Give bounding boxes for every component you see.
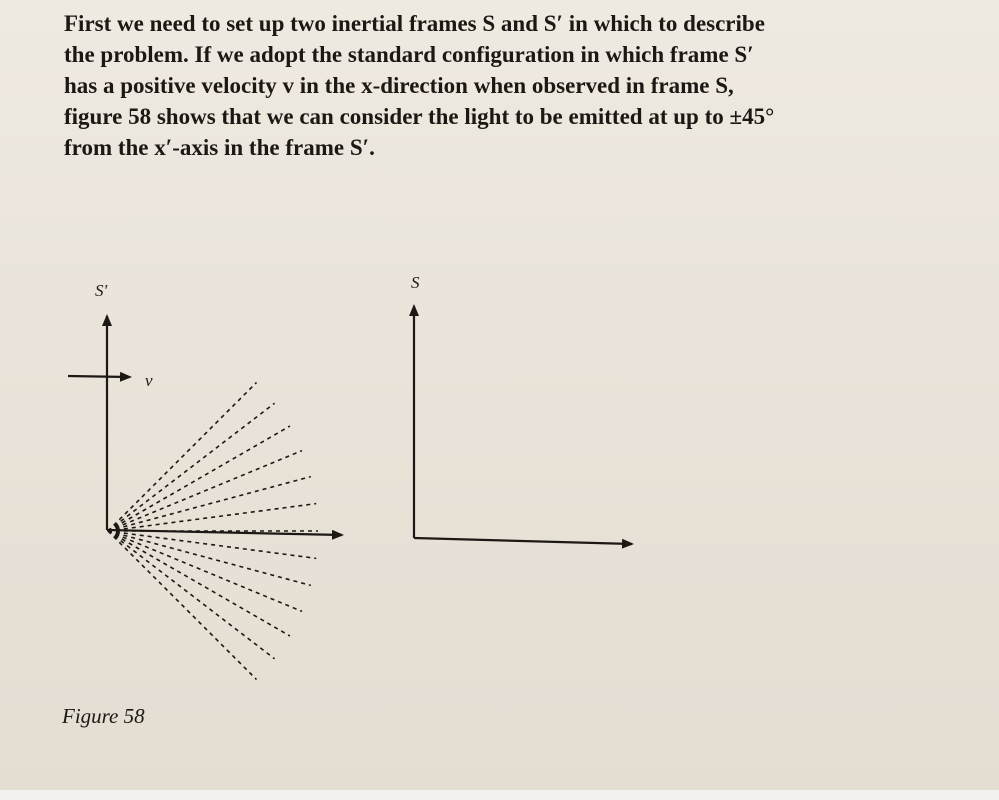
light-ray bbox=[108, 403, 275, 531]
page-bottom-edge bbox=[0, 790, 999, 800]
light-ray bbox=[108, 531, 275, 659]
frame-s bbox=[411, 273, 632, 544]
light-ray bbox=[108, 531, 257, 680]
paragraph-line-3: has a positive velocity v in the x-direction when observed in frame S, bbox=[64, 73, 734, 98]
s-label: S bbox=[411, 273, 420, 292]
light-ray bbox=[108, 383, 257, 532]
light-ray bbox=[108, 531, 290, 636]
light-ray bbox=[108, 426, 290, 531]
s-horizontal-axis bbox=[414, 538, 632, 544]
light-ray bbox=[108, 531, 311, 585]
paragraph-line-4: figure 58 shows that we can consider the light to be emitted at up to ±45° bbox=[64, 104, 775, 129]
light-ray bbox=[108, 477, 311, 531]
s-prime-label: S' bbox=[95, 281, 108, 300]
paragraph-line-5: from the x′-axis in the frame S′. bbox=[64, 135, 375, 160]
velocity-label: v bbox=[145, 371, 153, 390]
figure-caption: Figure 58 bbox=[62, 704, 145, 728]
frame-s-prime bbox=[68, 281, 342, 680]
paragraph-line-2: the problem. If we adopt the standard configuration in which frame S′ bbox=[64, 42, 754, 67]
velocity-arrow bbox=[68, 376, 130, 377]
paragraph-line-1: First we need to set up two inertial frames S and S′ in which to describe bbox=[64, 11, 765, 36]
